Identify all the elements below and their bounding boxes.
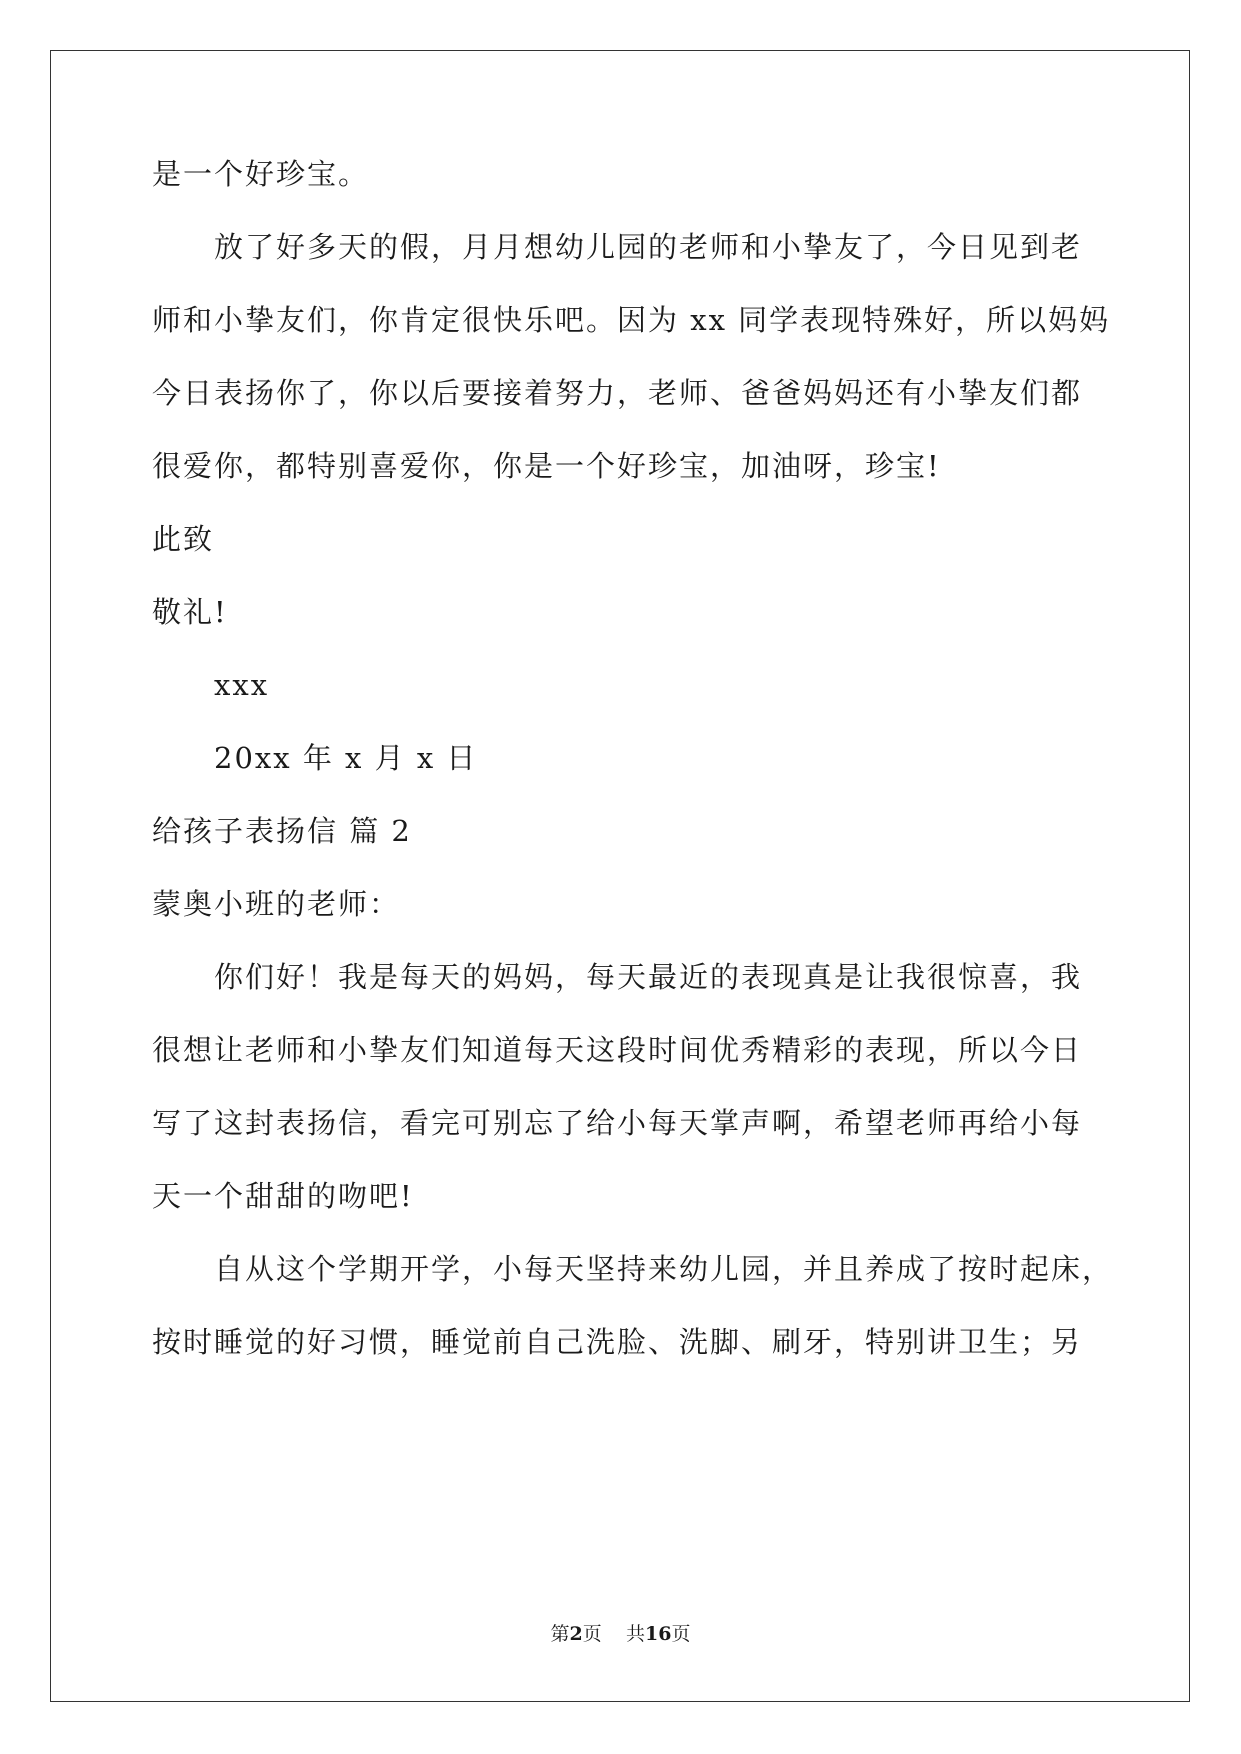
paragraph-1-line-3: 今日表扬你了，你以后要接着努力，老师、爸爸妈妈还有小挚友们都 <box>152 376 1083 410</box>
section-heading: 给孩子表扬信 篇 2 <box>152 814 412 848</box>
page-footer <box>0 1622 1241 1646</box>
footer-page-prefix: 第 <box>550 1623 570 1645</box>
page-border <box>50 50 1190 1702</box>
paragraph-1-line-4: 很爱你，都特别喜爱你，你是一个好珍宝，加油呀，珍宝! <box>152 449 941 483</box>
paragraph-2-line-1: 你们好！我是每天的妈妈，每天最近的表现真是让我很惊喜，我 <box>214 960 1083 994</box>
paragraph-1-line-2: 师和小挚友们，你肯定很快乐吧。因为 xx 同学表现特殊好，所以妈妈 <box>152 303 1111 337</box>
paragraph-2-line-3: 写了这封表扬信，看完可别忘了给小每天掌声啊，希望老师再给小每 <box>152 1106 1083 1140</box>
footer-page-number: 2 <box>569 1623 583 1645</box>
closing-regards: 敬礼! <box>152 595 228 629</box>
footer-total-pages: 16 <box>644 1623 672 1645</box>
greeting-line: 蒙奥小班的老师： <box>152 887 401 921</box>
paragraph-3-line-2: 按时睡觉的好习惯，睡觉前自己洗脸、洗脚、刷牙，特别讲卫生；另 <box>152 1325 1083 1359</box>
paragraph-2-line-2: 很想让老师和小挚友们知道每天这段时间优秀精彩的表现，所以今日 <box>152 1033 1083 1067</box>
footer-page-suffix: 页 <box>582 1623 602 1645</box>
signature-date: 20xx 年 x 月 x 日 <box>214 741 478 775</box>
footer-total-suffix: 页 <box>671 1623 691 1645</box>
paragraph-2-line-4: 天一个甜甜的吻吧! <box>152 1179 414 1213</box>
footer-total-prefix: 共 <box>625 1623 645 1645</box>
text-line-1: 是一个好珍宝。 <box>152 157 370 191</box>
paragraph-3-line-1: 自从这个学期开学，小每天坚持来幼儿园，并且养成了按时起床， <box>214 1252 1114 1286</box>
closing-salutation: 此致 <box>152 522 215 556</box>
signature-name: xxx <box>214 668 270 702</box>
paragraph-1-line-1: 放了好多天的假，月月想幼儿园的老师和小挚友了，今日见到老 <box>214 230 1083 264</box>
